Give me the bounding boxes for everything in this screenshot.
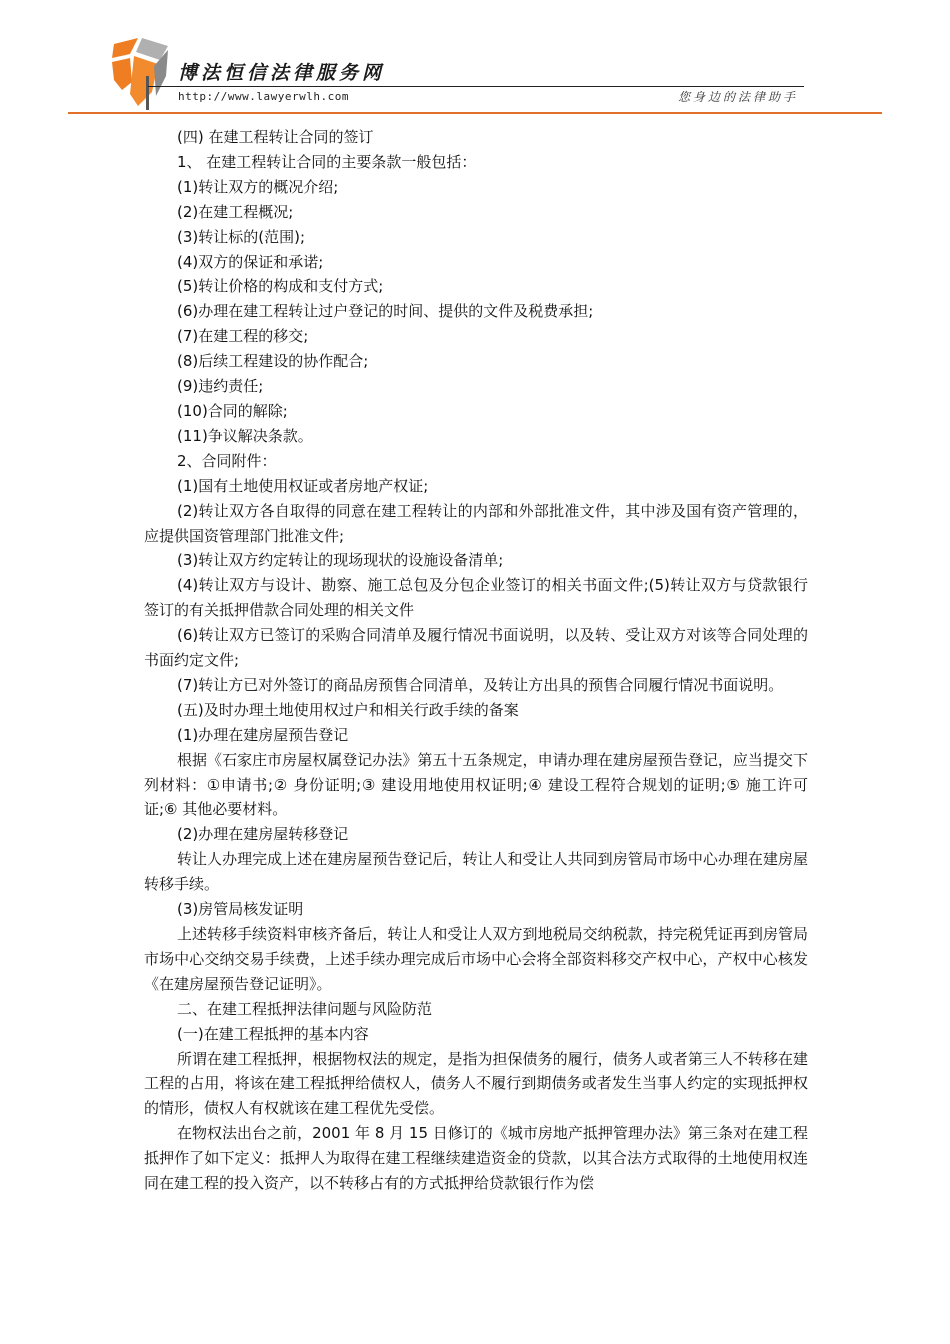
site-slogan: 您身边的法律助手 xyxy=(677,90,798,104)
paragraph: (3)房管局核发证明 xyxy=(177,900,304,919)
paragraph: (6)办理在建工程转让过户登记的时间、提供的文件及税费承担; xyxy=(177,302,594,321)
paragraph: (4)转让双方与设计、勘察、施工总包及分包企业签订的相关书面文件;(5)转让双方与贷款银行签订的有关抵押借款合同处理的相关文件 xyxy=(144,576,808,620)
header-accent-rule xyxy=(68,112,882,114)
header-divider xyxy=(148,86,804,87)
paragraph: (1)办理在建房屋预告登记 xyxy=(177,725,349,744)
paragraph: (7)在建工程的移交; xyxy=(177,327,309,346)
paragraph: (3)转让标的(范围); xyxy=(177,227,306,246)
law-firm-logo-icon xyxy=(108,36,172,112)
paragraph: 所谓在建工程抵押，根据物权法的规定，是指为担保债务的履行，债务人或者第三人不转移在建工程的占用，将该在建工程抵押给债权人，债务人不履行到期债务或者发生当事人约定的实现抵押权的情形，债权人有权就该在建工程优先受偿。 xyxy=(144,1049,808,1118)
paragraph: 二、在建工程抵押法律问题与风险防范 xyxy=(177,999,433,1018)
page-header xyxy=(0,0,950,118)
paragraph: (1)转让双方的概况介绍; xyxy=(177,177,339,196)
paragraph: (1)国有土地使用权证或者房地产权证; xyxy=(177,476,429,495)
paragraph: 转让人办理完成上述在建房屋预告登记后，转让人和受让人共同到房管局市场中心办理在建房屋转移手续。 xyxy=(144,850,808,894)
paragraph: (2)办理在建房屋转移登记 xyxy=(177,825,349,844)
paragraph: (4)双方的保证和承诺; xyxy=(177,252,324,271)
paragraph: (8)后续工程建设的协作配合; xyxy=(177,352,369,371)
paragraph: 上述转移手续资料审核齐备后，转让人和受让人双方到地税局交纳税款，持完税凭证再到房管局市场中心交纳交易手续费，上述手续办理完成后市场中心会将全部资料移交产权中心，产权中心核发《在建房屋预告登记证明》。 xyxy=(144,925,808,993)
paragraph: (9)违约责任; xyxy=(177,377,264,396)
paragraph: 根据《石家庄市房屋权属登记办法》第五十五条规定，申请办理在建房屋预告登记，应当提交下列材料：①申请书;② 身份证明;③ 建设用地使用权证明;④ 建设工程符合规划的证明;⑤ 施工许可证;⑥ 其他必要材料。 xyxy=(144,750,808,819)
paragraph: (一)在建工程抵押的基本内容 xyxy=(177,1024,369,1043)
site-name: 博法恒信法律服务网 xyxy=(178,62,386,84)
paragraph: (11)争议解决条款。 xyxy=(177,426,313,445)
paragraph: (5)转让价格的构成和支付方式; xyxy=(177,277,384,296)
paragraph: (3)转让双方约定转让的现场现状的设施设备清单; xyxy=(177,551,504,570)
paragraph: 1、 在建工程转让合同的主要条款一般包括： xyxy=(177,152,477,171)
site-url: http://www.lawyerwlh.com xyxy=(178,90,349,103)
paragraph: 在物权法出台之前，2001 年 8 月 15 日修订的《城市房地产抵押管理办法》第三条对在建工程抵押作了如下定义：抵押人为取得在建工程继续建造资金的贷款，以其合法方式取得的土地使用权连同在建工程的投入资产，以不转移占有的方式抵押给贷款银行作为偿 xyxy=(144,1124,808,1193)
paragraph: (7)转让方已对外签订的商品房预售合同清单，及转让方出具的预售合同履行情况书面说明。 xyxy=(177,675,784,694)
paragraph: (2)转让双方各自取得的同意在建工程转让的内部和外部批准文件，其中涉及国有资产管理的，应提供国资管理部门批准文件; xyxy=(144,501,808,545)
paragraph: (6)转让双方已签订的采购合同清单及履行情况书面说明，以及转、受让双方对该等合同处理的书面约定文件; xyxy=(144,626,808,670)
paragraph: (四) 在建工程转让合同的签订 xyxy=(177,128,374,146)
document-body xyxy=(144,125,808,1196)
paragraph: (10)合同的解除; xyxy=(177,401,288,420)
paragraph: 2、合同附件： xyxy=(177,451,277,470)
paragraph: (五)及时办理土地使用权过户和相关行政手续的备案 xyxy=(177,700,519,719)
paragraph: (2)在建工程概况; xyxy=(177,202,294,221)
